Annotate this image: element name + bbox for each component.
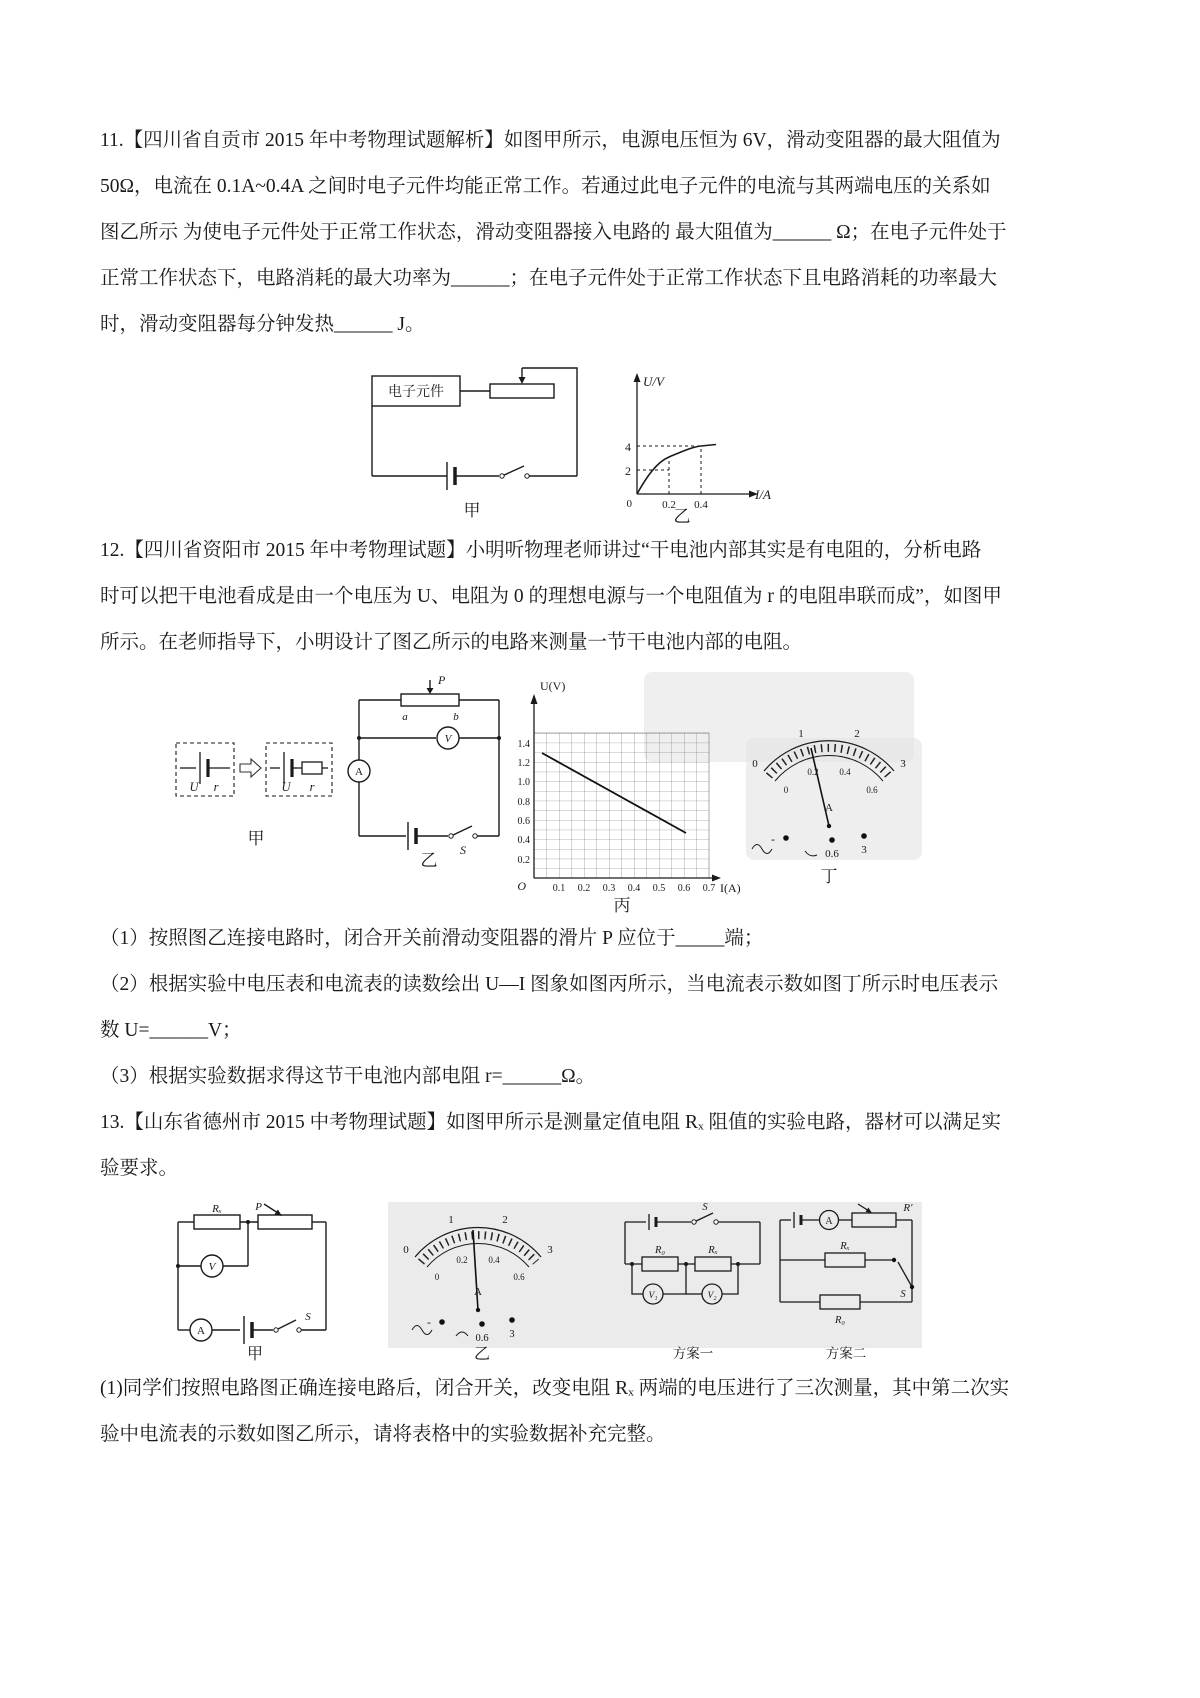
equivalence-arrow-icon <box>240 759 261 777</box>
text-line: 时可以把干电池看成是由一个电压为 U、电阻为 0 的理想电源与一个电阻值为 r 的电阻串联而成”，如图甲 <box>100 586 1002 607</box>
outer-tick: 3 <box>900 758 906 770</box>
switch-contact <box>449 834 453 838</box>
terminal-b-label: b <box>453 711 459 723</box>
y-axis-arrow-icon <box>531 694 538 704</box>
question-12 <box>100 528 1108 666</box>
inner-tick: 0 <box>434 1272 440 1282</box>
figure-q13-canvas <box>160 1202 930 1364</box>
terminal-dot <box>479 1321 485 1327</box>
terminal-dot <box>829 837 835 843</box>
switch-contact <box>500 474 504 478</box>
inner-tick: 0.2 <box>456 1255 468 1265</box>
emf-label: U <box>189 780 199 794</box>
outer-tick: 0 <box>403 1244 409 1256</box>
text-line: 时，滑动变阻器每分钟发热______ J。 <box>100 314 425 335</box>
question-11 <box>100 118 1108 348</box>
rx-label: Rₓ <box>212 1203 222 1215</box>
inner-tick: 0.4 <box>839 767 851 777</box>
range-label: 3 <box>861 844 867 856</box>
switch-contact <box>714 1220 718 1224</box>
terminal-a-label: a <box>402 711 408 723</box>
x-tick: 0.1 <box>552 883 566 894</box>
rx-label: Rₓ <box>708 1245 718 1256</box>
switch-contact <box>910 1285 914 1289</box>
x-tick: 0.5 <box>652 883 666 894</box>
inner-tick: 0.6 <box>513 1272 525 1282</box>
unit-label: A <box>825 802 833 814</box>
y-tick: 0.2 <box>517 855 530 866</box>
voltmeter-label: V <box>208 1261 216 1273</box>
minus-terminal-label: - <box>427 1315 431 1329</box>
inner-tick: 0.2 <box>807 767 819 777</box>
caption-jia: 甲 <box>247 829 265 848</box>
ammeter-label: A <box>825 1216 833 1227</box>
text-line: 50Ω，电流在 0.1A~0.4A 之间时电子元件均能正常工作。若通过此电子元件的电流与其两端电压的关系如 <box>100 176 991 197</box>
text-line: (1)同学们按照电路图正确连接电路后，闭合开关，改变电阻 Rₓ 两端的电压进行了三次测量，其中第二次实 <box>100 1378 1010 1399</box>
y-axis-label: U(V) <box>540 679 566 693</box>
x-tick: 0.7 <box>702 883 716 894</box>
switch-label: S <box>900 1289 906 1300</box>
inner-tick: 0 <box>783 785 789 795</box>
unit-label: A <box>474 1286 482 1298</box>
y-tick: 2 <box>625 464 631 478</box>
range-label: 3 <box>509 1329 515 1340</box>
caption-jia: 甲 <box>246 1346 264 1363</box>
switch-label: S <box>460 843 466 857</box>
text-line: （2）根据实验中电压表和电流表的读数绘出 U—I 图象如图丙所示，当电流表示数如图丁所示时电压表示 <box>100 974 999 995</box>
outer-tick: 3 <box>547 1244 553 1256</box>
junction-dot <box>630 1262 634 1266</box>
x-tick: 0.4 <box>627 883 641 894</box>
rx-label: Rₓ <box>840 1241 850 1252</box>
text-line: 11.【四川省自贡市 2015 年中考物理试题解析】如图甲所示，电源电压恒为 6V，滑动变阻器的最大阻值为 <box>100 130 1001 151</box>
outer-tick: 1 <box>798 728 804 740</box>
needle-pivot <box>476 1308 480 1312</box>
x-axis-label: I(A) <box>720 881 741 895</box>
terminal-dot <box>509 1317 515 1323</box>
junction-dot <box>684 1262 688 1266</box>
origin-label: O <box>517 879 526 893</box>
outer-tick: 2 <box>854 728 860 740</box>
terminal-dot <box>783 835 789 841</box>
inner-tick: 0.4 <box>488 1255 500 1265</box>
caption-bing: 丙 <box>613 896 631 915</box>
y-axis-label: U/V <box>643 374 664 389</box>
text-line: 正常工作状态下，电路消耗的最大功率为______；在电子元件处于正常工作状态下且电路消耗的功率最大 <box>100 268 998 289</box>
component-label: 电子元件 <box>388 385 444 400</box>
emf-label: U <box>281 780 291 794</box>
caption-yi: 乙 <box>473 1346 491 1363</box>
rheostat <box>490 384 554 398</box>
voltmeter-label: V <box>444 733 452 745</box>
question-12-subquestions <box>100 916 1108 1100</box>
range-label: 0.6 <box>825 848 839 860</box>
text-line: 12.【四川省资阳市 2015 年中考物理试题】小明听物理老师讲过“干电池内部其实是有电阻的，分析电路 <box>100 540 982 561</box>
text-line: 所示。在老师指导下，小明设计了图乙所示的电路来测量一节干电池内部的电阻。 <box>100 632 803 653</box>
junction-dot <box>497 736 501 740</box>
junction-dot <box>357 736 361 740</box>
caption-yi: 乙 <box>673 507 691 526</box>
figure-q11-canvas <box>352 354 782 526</box>
text-line: 验中电流表的示数如图乙所示，请将表格中的实验数据补充完整。 <box>100 1424 666 1445</box>
slider-arrow-icon <box>427 688 434 694</box>
text-line: 验要求。 <box>100 1158 179 1179</box>
y-tick: 1.4 <box>517 739 530 750</box>
figure-q11 <box>352 354 1108 526</box>
text-line: 图乙所示 为使电子元件处于正常工作状态，滑动变阻器接入电路的 最大阻值为______ Ω；在电子元件处于 <box>100 222 1007 243</box>
battery-model-jia <box>176 743 332 848</box>
y-tick: 1.0 <box>517 777 530 788</box>
question-13-subquestion <box>100 1366 1108 1458</box>
rheostat <box>401 694 459 706</box>
junction-dot <box>736 1262 740 1266</box>
switch-blade <box>502 466 524 476</box>
range-label: 0.6 <box>475 1333 489 1344</box>
iv-curve <box>637 445 716 495</box>
origin-label: 0 <box>626 498 632 510</box>
switch-contact <box>525 474 529 478</box>
outer-tick: 2 <box>502 1214 508 1226</box>
resistor <box>302 762 322 774</box>
caption-yi: 乙 <box>420 851 438 870</box>
rheostat <box>258 1215 312 1229</box>
text-line: 数 U=______V； <box>100 1020 242 1041</box>
caption-plan-one: 方案一 <box>672 1346 714 1361</box>
x-tick: 0.4 <box>694 499 708 511</box>
outer-tick: 1 <box>448 1214 454 1226</box>
voltmeter-2-label: V₂ <box>707 1291 717 1301</box>
ammeter-label: A <box>355 766 363 778</box>
junction-dot <box>176 1264 180 1268</box>
question-13 <box>100 1100 1108 1192</box>
x-tick: 0.3 <box>602 883 616 894</box>
y-tick: 4 <box>625 440 631 454</box>
switch-contact <box>473 834 477 838</box>
internal-r-label: r <box>213 780 219 794</box>
terminal-dot <box>439 1319 445 1325</box>
rprime-label: R′ <box>903 1202 913 1214</box>
y-tick: 0.4 <box>517 835 530 846</box>
slider-label: P <box>255 1202 262 1213</box>
caption-plan-two: 方案二 <box>825 1346 867 1361</box>
y-tick: 1.2 <box>517 758 530 769</box>
grid <box>534 733 709 878</box>
caption-ding: 丁 <box>820 867 838 886</box>
internal-r-label: r <box>309 780 315 794</box>
inner-tick: 0.6 <box>866 785 878 795</box>
switch-blade <box>276 1320 296 1330</box>
switch-contact <box>892 1258 896 1262</box>
figure-q12 <box>164 668 1108 916</box>
junction-dot <box>246 1220 250 1224</box>
text-line: （3）根据实验数据求得这节干电池内部电阻 r=______Ω。 <box>100 1066 596 1087</box>
y-tick: 0.6 <box>517 816 530 827</box>
x-axis-label: I/A <box>755 487 771 502</box>
r0-label: R₀ <box>654 1245 666 1256</box>
circuit-jia <box>176 1202 326 1363</box>
r0-label: R₀ <box>834 1315 846 1326</box>
switch-blade <box>451 826 472 836</box>
minus-terminal-label: - <box>771 832 775 846</box>
dashed-guides <box>637 446 701 494</box>
switch-label: S <box>702 1202 708 1213</box>
slider-label: P <box>438 673 446 687</box>
switch-contact <box>274 1328 278 1332</box>
switch-contact <box>692 1220 696 1224</box>
x-tick: 0.2 <box>577 883 591 894</box>
switch-label: S <box>305 1311 311 1323</box>
figure-q12-canvas <box>164 668 924 916</box>
text-line: （1）按照图乙连接电路时，闭合开关前滑动变阻器的滑片 P 应位于_____端； <box>100 928 764 949</box>
x-tick: 0.2 <box>662 499 676 511</box>
circuit-yi <box>348 673 501 870</box>
switch-contact <box>297 1328 301 1332</box>
y-axis-arrow-icon <box>634 373 641 382</box>
needle-pivot <box>827 824 831 828</box>
voltmeter-1-label: V₁ <box>648 1291 658 1301</box>
y-tick: 0.8 <box>517 797 530 808</box>
caption-jia: 甲 <box>463 501 481 520</box>
figure-q13 <box>160 1202 1108 1364</box>
graph-axes <box>637 378 752 494</box>
terminal-dot <box>861 833 867 839</box>
text-line: 13.【山东省德州市 2015 中考物理试题】如图甲所示是测量定值电阻 Rₓ 阻值的实验电路，器材可以满足实 <box>100 1112 1002 1133</box>
slider-arrow-icon <box>519 377 526 384</box>
resistor-rx <box>194 1215 240 1229</box>
x-tick: 0.6 <box>677 883 691 894</box>
ammeter-label: A <box>197 1325 205 1337</box>
outer-tick: 0 <box>752 758 758 770</box>
